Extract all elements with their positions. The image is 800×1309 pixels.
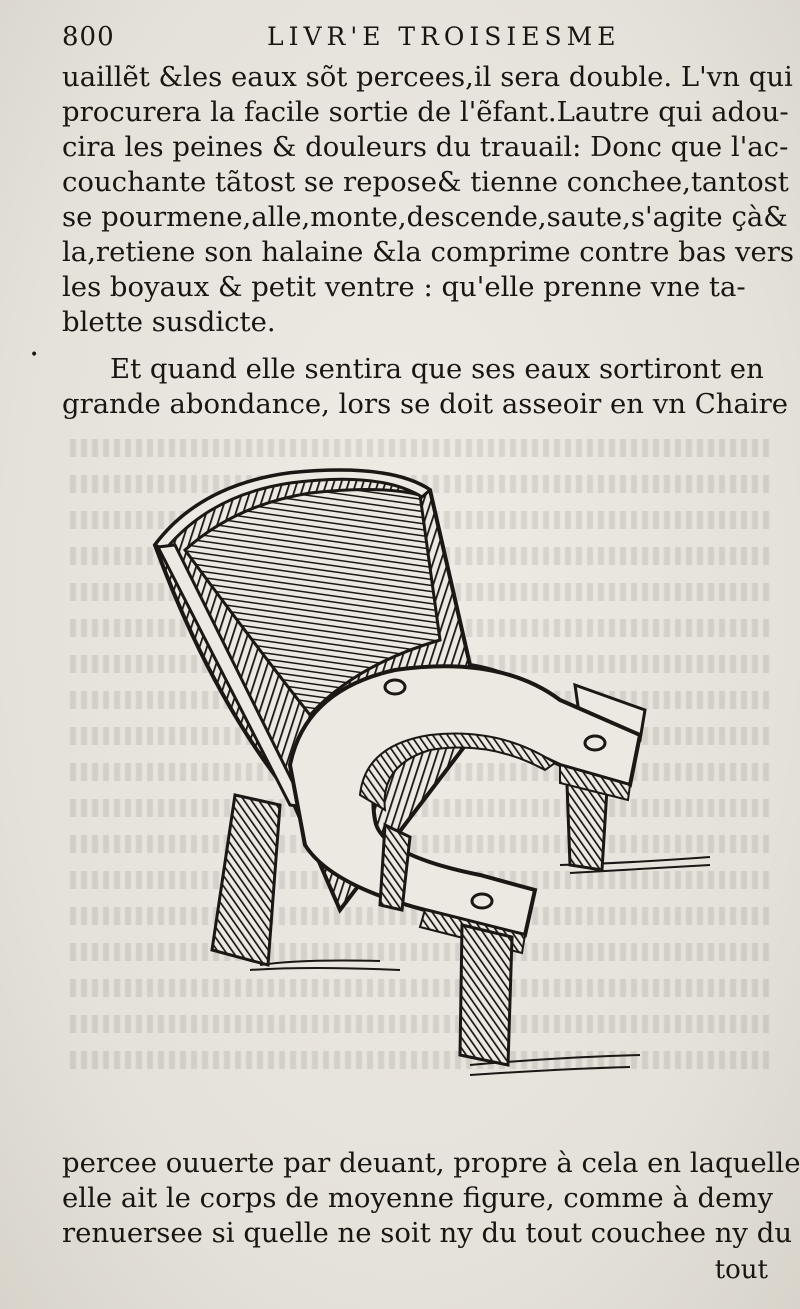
text-line: cira les peines & douleurs du trauail: Donc que l'ac- (62, 131, 789, 163)
text-line: couchante tãtost se repose& tienne conchee,tantost (62, 166, 789, 198)
catchword: tout (714, 1255, 768, 1285)
text-line: blette susdicte. (62, 306, 276, 338)
text-line: percee ouuerte par deuant, propre à cela en laquelle (62, 1147, 800, 1179)
chair-leg-front-right (460, 925, 512, 1065)
text-line: les boyaux & petit ventre : qu'elle prenne vne ta- (62, 271, 746, 303)
text-line: procurera la facile sortie de l'ẽfant.Lautre qui adou- (62, 96, 789, 128)
text-line: uaillẽt &les eaux sõt percees,il sera double. L'vn qui (62, 61, 793, 93)
text-line: renuersee si quelle ne soit ny du tout couchee ny du (62, 1217, 793, 1249)
page-number: 800 (62, 22, 115, 52)
birthing-chair-illustration (140, 465, 740, 1110)
text-line: se pourmene,alle,monte,descende,saute,s'agite çà& (62, 201, 788, 233)
text-line: Et quand elle sentira que ses eaux sortiront en (110, 353, 764, 385)
paragraph-bottom (62, 1146, 800, 1251)
text-line: grande abondance, lors se doit asseoir en vn Chaire (62, 388, 789, 420)
text-line: la,retiene son halaine &la comprime contre bas vers (62, 236, 795, 268)
margin-mark: • (30, 347, 39, 363)
chair-leg-left (212, 795, 280, 965)
text-line: elle ait le corps de moyenne figure, comme à demy (62, 1182, 774, 1214)
running-title: LIVR'E TROISIESME (267, 22, 621, 51)
page-header (62, 22, 770, 62)
paragraph-top (62, 60, 795, 340)
paragraph-mid (62, 352, 789, 422)
